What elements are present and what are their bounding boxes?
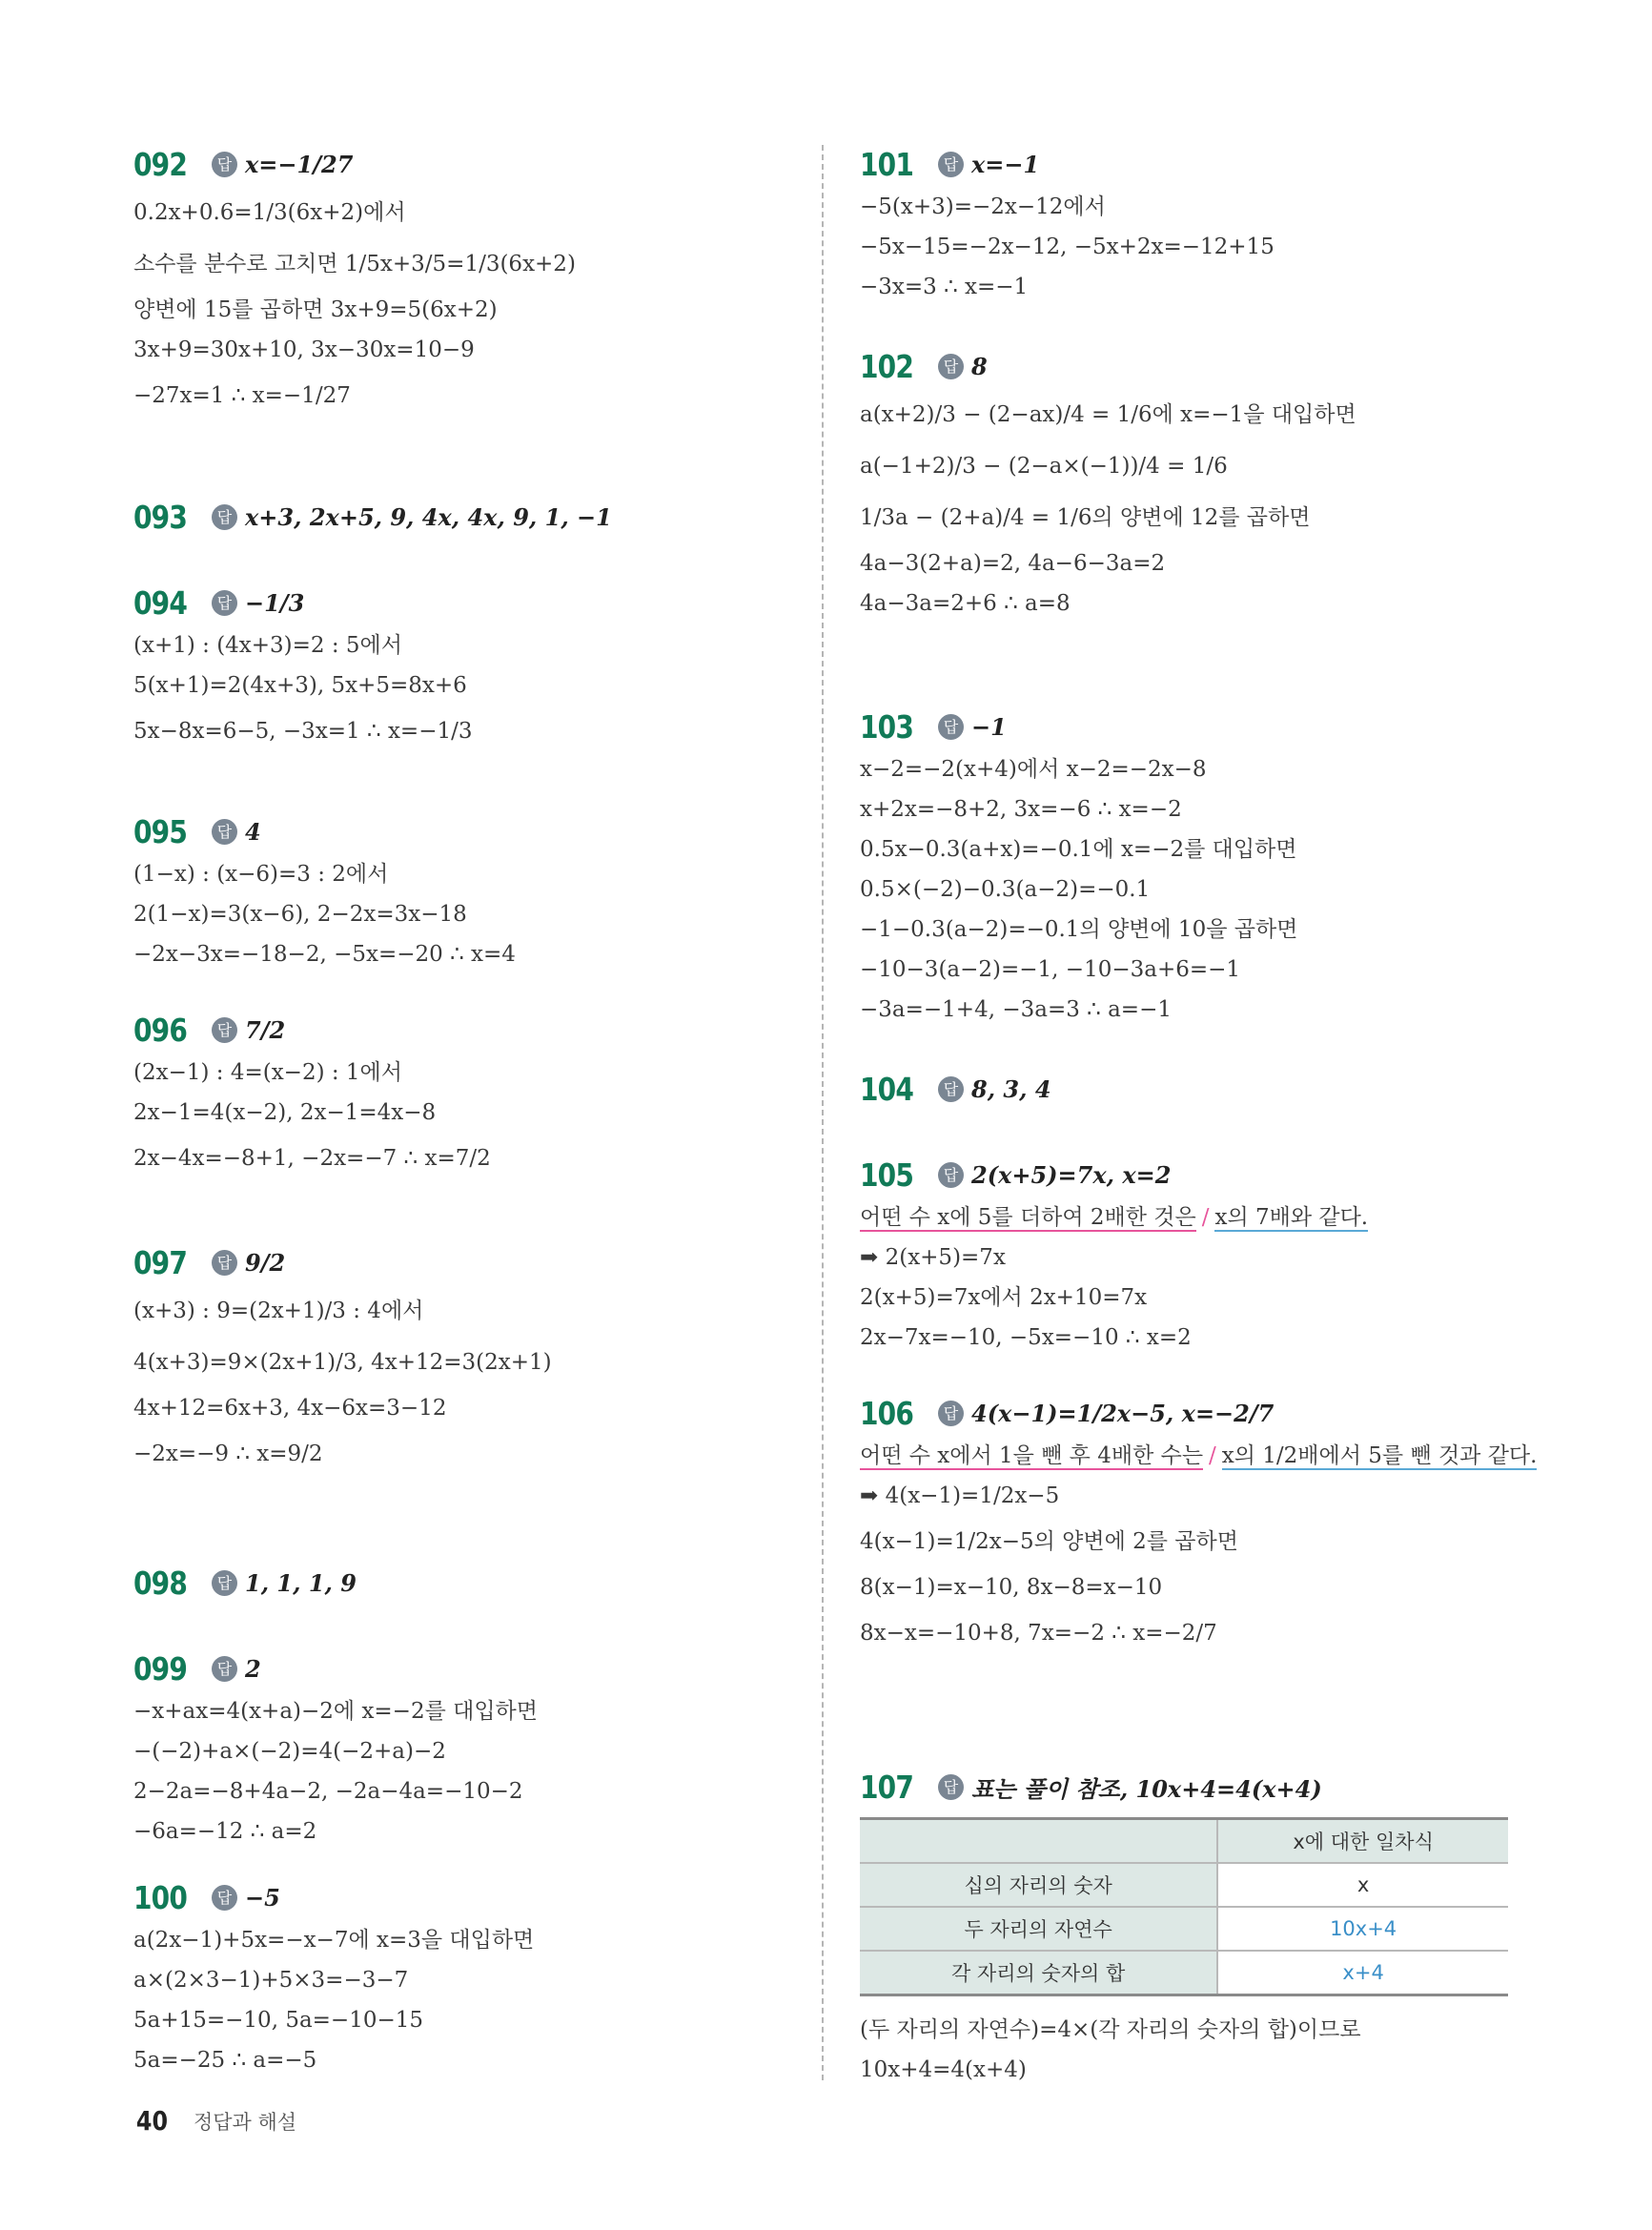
problem-105 [860, 1152, 1527, 1358]
solution-line: a(2x−1)+5x=−x−7에 x=3을 대입하면 [133, 1928, 535, 1953]
problem-number: 092 [133, 145, 188, 183]
answer-badge-icon: 답 [938, 354, 964, 379]
solution-line: 소수를 분수로 고치면 1/5x+3/5=1/3(6x+2) [133, 252, 576, 276]
column-divider [822, 145, 824, 2080]
problem-header [133, 808, 801, 854]
problem-header [133, 580, 801, 625]
answer-text: −5 [245, 1883, 280, 1912]
answer-text: 2(x+5)=7x, x=2 [971, 1160, 1172, 1189]
problem-098 [133, 1560, 801, 1606]
answer-badge-icon: 답 [212, 152, 237, 177]
problem-header [133, 1560, 801, 1606]
answer-badge-icon: 답 [938, 1076, 964, 1102]
problem-095 [133, 808, 801, 974]
solution-line: −3x=3 ∴ x=−1 [860, 275, 1029, 299]
split-slash: / [1209, 1443, 1216, 1468]
problem-header [133, 1007, 801, 1053]
solution-line: −10−3(a−2)=−1, −10−3a+6=−1 [860, 957, 1241, 982]
solution-line: 8x−x=−10+8, 7x=−2 ∴ x=−2/7 [860, 1621, 1217, 1646]
solution-line: 4a−3(2+a)=2, 4a−6−3a=2 [860, 551, 1166, 576]
problem-number: 101 [860, 145, 914, 183]
answer-badge-icon: 답 [938, 714, 964, 740]
problem-099 [133, 1646, 801, 1852]
solution-line: (2x−1) : 4=(x−2) : 1에서 [133, 1060, 402, 1085]
solution-line: 4x+12=6x+3, 4x−6x=3−12 [133, 1396, 447, 1421]
problem-header [860, 1390, 1527, 1436]
answer-text: 8, 3, 4 [971, 1074, 1051, 1103]
answer-text: 7/2 [245, 1015, 286, 1044]
solution-line: x−2=−2(x+4)에서 x−2=−2x−8 [860, 757, 1207, 782]
solution-line: a(x+2)/3 − (2−ax)/4 = 1/6에 x=−1을 대입하면 [860, 402, 1356, 427]
sentence-part-right: x의 1/2배에서 5를 뺀 것과 같다. [1221, 1443, 1538, 1468]
solution-line: −2x=−9 ∴ x=9/2 [133, 1442, 323, 1466]
problem-number: 102 [860, 347, 914, 385]
answer-badge-icon: 답 [938, 1774, 964, 1800]
answer-text: 4 [245, 817, 261, 846]
table-cell: 십의 자리의 숫자 [860, 1863, 1217, 1907]
table-header-cell [860, 1819, 1217, 1864]
answer-badge-icon: 답 [212, 819, 237, 845]
problem-header [133, 1239, 801, 1285]
problem-092 [133, 141, 801, 421]
solution-line: 양변에 15를 곱하면 3x+9=5(6x+2) [133, 297, 498, 322]
answer-text: −1/3 [245, 588, 305, 617]
problem-097 [133, 1239, 801, 1480]
problem-header [860, 704, 1527, 749]
solution-line: 2(x+5)=7x에서 2x+10=7x [860, 1285, 1148, 1310]
solution-line: −5(x+3)=−2x−12에서 [860, 194, 1106, 219]
answer-badge-icon: 답 [212, 1017, 237, 1043]
solution-line: 0.5x−0.3(a+x)=−0.1에 x=−2를 대입하면 [860, 837, 1297, 862]
solution-line: 2x−1=4(x−2), 2x−1=4x−8 [133, 1100, 437, 1125]
answer-text: 4(x−1)=1/2x−5, x=−2/7 [971, 1399, 1275, 1427]
word-problem-sentence [860, 1197, 1527, 1238]
problem-number: 098 [133, 1564, 188, 1602]
solution-line: −2x−3x=−18−2, −5x=−20 ∴ x=4 [133, 942, 516, 967]
solution-line: −27x=1 ∴ x=−1/27 [133, 383, 351, 408]
solution-line: 5a=−25 ∴ a=−5 [133, 2048, 317, 2073]
table-cell: x [1217, 1863, 1508, 1907]
problem-number: 107 [860, 1768, 914, 1806]
problem-header [860, 141, 1527, 187]
problem-header [860, 343, 1527, 389]
solution-line: x+2x=−8+2, 3x=−6 ∴ x=−2 [860, 797, 1182, 822]
solution-line: 3x+9=30x+10, 3x−30x=10−9 [133, 338, 475, 362]
answer-text: x+3, 2x+5, 9, 4x, 4x, 9, 1, −1 [245, 502, 612, 531]
solution-line: 4(x+3)=9×(2x+1)/3, 4x+12=3(2x+1) [133, 1350, 552, 1375]
solution-line: 2−2a=−8+4a−2, −2a−4a=−10−2 [133, 1779, 523, 1804]
answer-text: 8 [971, 352, 988, 380]
problem-header [133, 1646, 801, 1691]
answer-badge-icon: 답 [212, 1656, 237, 1682]
problem-number: 104 [860, 1070, 914, 1108]
answer-text: 2 [245, 1654, 261, 1683]
page-footer [133, 2105, 296, 2137]
problem-094 [133, 580, 801, 757]
solution-line: −3a=−1+4, −3a=3 ∴ a=−1 [860, 997, 1172, 1022]
table-row [860, 1951, 1508, 1995]
answer-badge-icon: 답 [212, 1885, 237, 1911]
answer-text: −1 [971, 712, 1007, 741]
problem-number: 103 [860, 707, 914, 746]
solution-line: (x+1) : (4x+3)=2 : 5에서 [133, 633, 402, 658]
answer-text: 표는 풀이 참조, 10x+4=4(x+4) [971, 1774, 1322, 1803]
problem-header [133, 494, 801, 540]
solution-line: −1−0.3(a−2)=−0.1의 양변에 10을 곱하면 [860, 917, 1298, 942]
sentence-part-left: 어떤 수 x에서 1을 뺀 후 4배한 수는 [860, 1443, 1204, 1468]
problem-093 [133, 494, 801, 540]
solution-line: a(−1+2)/3 − (2−a×(−1))/4 = 1/6 [860, 454, 1228, 479]
table-cell: 10x+4 [1217, 1907, 1508, 1951]
table-cell: 각 자리의 숫자의 합 [860, 1951, 1217, 1995]
problem-number: 094 [133, 583, 188, 622]
sentence-part-right: x의 7배와 같다. [1214, 1205, 1369, 1230]
solution-line: −6a=−12 ∴ a=2 [133, 1819, 317, 1844]
problem-number: 105 [860, 1156, 914, 1194]
solution-line: −5x−15=−2x−12, −5x+2x=−12+15 [860, 235, 1275, 259]
problem-header [133, 1874, 801, 1920]
problem-number: 099 [133, 1649, 188, 1688]
word-problem-sentence [860, 1436, 1538, 1476]
solution-line: 0.2x+0.6=1/3(6x+2)에서 [133, 200, 406, 225]
solution-line: 5a+15=−10, 5a=−10−15 [133, 2008, 424, 2033]
solution-line: (1−x) : (x−6)=3 : 2에서 [133, 862, 389, 887]
page-number: 40 [135, 2105, 169, 2137]
solution-line: 2(1−x)=3(x−6), 2−2x=3x−18 [133, 902, 467, 927]
problem-number: 097 [133, 1243, 188, 1281]
problem-104 [860, 1066, 1527, 1112]
table-row [860, 1863, 1508, 1907]
answer-badge-icon: 답 [938, 1401, 964, 1426]
answer-badge-icon: 답 [938, 1162, 964, 1188]
problem-102 [860, 343, 1527, 624]
answer-text: x=−1 [971, 150, 1040, 178]
problem-header [860, 1152, 1527, 1197]
problem-number: 093 [133, 498, 188, 536]
problem-101 [860, 141, 1527, 307]
solution-line: 8(x−1)=x−10, 8x−8=x−10 [860, 1575, 1163, 1600]
page-label: 정답과 해설 [193, 2110, 297, 2134]
problem-header [860, 1764, 1527, 1810]
problem-number: 096 [133, 1011, 188, 1049]
solution-line: −x+ax=4(x+a)−2에 x=−2를 대입하면 [133, 1699, 538, 1724]
solution-table [860, 1817, 1508, 1996]
solution-line: 2x−7x=−10, −5x=−10 ∴ x=2 [860, 1325, 1192, 1350]
answer-text: x=−1/27 [245, 150, 354, 178]
solution-line: 5(x+1)=2(4x+3), 5x+5=8x+6 [133, 673, 467, 698]
solution-line: −(−2)+a×(−2)=4(−2+a)−2 [133, 1739, 446, 1764]
solution-line: 4a−3a=2+6 ∴ a=8 [860, 591, 1071, 616]
answer-badge-icon: 답 [938, 152, 964, 177]
solution-line: 2x−4x=−8+1, −2x=−7 ∴ x=7/2 [133, 1146, 491, 1171]
solution-line: a×(2×3−1)+5×3=−3−7 [133, 1968, 409, 1993]
problem-number: 100 [133, 1878, 188, 1916]
problem-header [860, 1066, 1527, 1112]
solution-line: 10x+4=4(x+4) [860, 2057, 1027, 2082]
solution-line: 1/3a − (2+a)/4 = 1/6의 양변에 12를 곱하면 [860, 505, 1311, 530]
solution-line: 5x−8x=6−5, −3x=1 ∴ x=−1/3 [133, 719, 473, 744]
solution-line: 0.5×(−2)−0.3(a−2)=−0.1 [860, 877, 1151, 902]
answer-badge-icon: 답 [212, 1250, 237, 1276]
problem-103 [860, 704, 1527, 1030]
problem-header [133, 141, 801, 187]
answer-badge-icon: 답 [212, 1570, 237, 1596]
solution-line: 4(x−1)=1/2x−5의 양변에 2를 곱하면 [860, 1529, 1238, 1554]
problem-107 [860, 1764, 1527, 2090]
answer-text: 9/2 [245, 1248, 286, 1277]
table-cell: x+4 [1217, 1951, 1508, 1995]
answer-badge-icon: 답 [212, 504, 237, 530]
sentence-part-left: 어떤 수 x에 5를 더하여 2배한 것은 [860, 1205, 1196, 1230]
problem-106 [860, 1390, 1538, 1659]
table-header-cell: x에 대한 일차식 [1217, 1819, 1508, 1864]
split-slash: / [1201, 1205, 1210, 1230]
problem-number: 095 [133, 812, 188, 850]
answer-badge-icon: 답 [212, 590, 237, 616]
solution-line: (x+3) : 9=(2x+1)/3 : 4에서 [133, 1299, 424, 1323]
table-row [860, 1907, 1508, 1951]
solution-line: (두 자리의 자연수)=4×(각 자리의 숫자의 합)이므로 [860, 2017, 1361, 2042]
equation-arrow-line: ➡ 4(x−1)=1/2x−5 [860, 1483, 1060, 1508]
table-cell: 두 자리의 자연수 [860, 1907, 1217, 1951]
problem-096 [133, 1007, 801, 1184]
problem-100 [133, 1874, 801, 2080]
equation-arrow-line: ➡ 2(x+5)=7x [860, 1245, 1006, 1270]
problem-number: 106 [860, 1394, 914, 1432]
answer-text: 1, 1, 1, 9 [245, 1568, 357, 1597]
